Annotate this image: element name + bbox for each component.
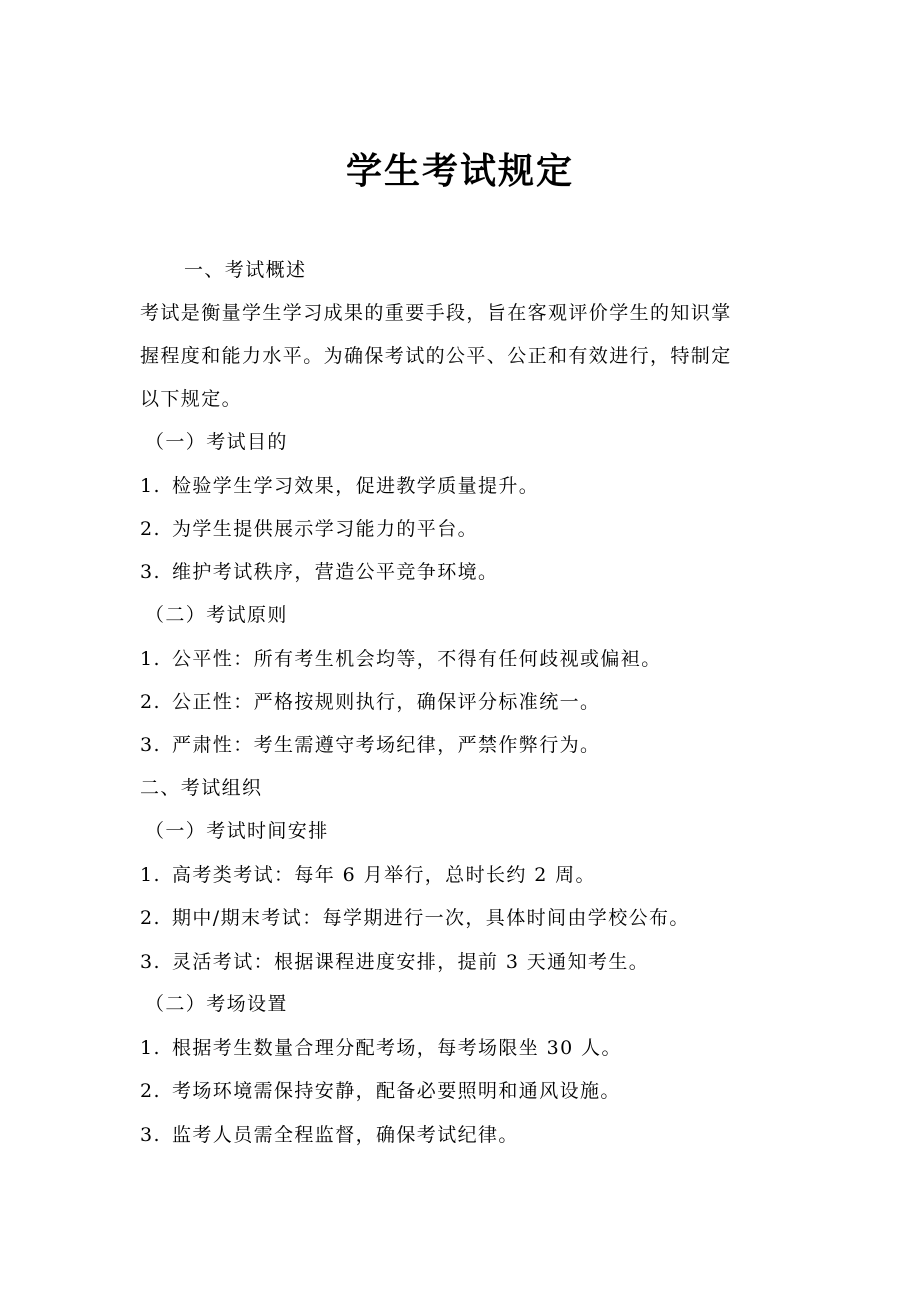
list-item-text: 维护考试秩序，营造公平竞争环境。 bbox=[172, 561, 499, 583]
list-item bbox=[140, 558, 780, 586]
list-item-number: 3. bbox=[140, 1124, 161, 1146]
list-item bbox=[140, 1034, 780, 1062]
intro-paragraph-line: 握程度和能力水平。为确保考试的公平、公正和有效进行，特制定 bbox=[140, 345, 732, 367]
list-item-text: 期中/期末考试：每学期进行一次，具体时间由学校公布。 bbox=[172, 907, 690, 929]
list-item-number: 1. bbox=[140, 864, 161, 886]
list-item bbox=[140, 472, 780, 500]
list-item bbox=[140, 1077, 780, 1105]
list-item-number: 2. bbox=[140, 691, 161, 713]
list-item-text: 根据考生数量合理分配考场，每考场限坐 30 人。 bbox=[172, 1037, 622, 1059]
list-item-text: 监考人员需全程监督，确保考试纪律。 bbox=[172, 1124, 519, 1146]
page-title: 学生考试规定 bbox=[345, 151, 574, 192]
list-item-number: 1. bbox=[140, 475, 161, 497]
intro-paragraph-line: 以下规定。 bbox=[140, 388, 243, 410]
list-item-text: 高考类考试：每年 6 月举行，总时长约 2 周。 bbox=[172, 864, 596, 886]
list-item-number: 3. bbox=[140, 734, 161, 756]
list-item-text: 考场环境需保持安静，配备必要照明和通风设施。 bbox=[172, 1080, 621, 1102]
list-item-number: 3. bbox=[140, 561, 161, 583]
list-item-number: 1. bbox=[140, 648, 161, 670]
list-item-text: 灵活考试：根据课程进度安排，提前 3 天通知考生。 bbox=[172, 951, 650, 973]
subsection-heading-schedule: （一）考试时间安排 bbox=[145, 820, 329, 842]
list-item-text: 检验学生学习效果，促进教学质量提升。 bbox=[172, 475, 540, 497]
list-item-number: 2. bbox=[140, 907, 161, 929]
subsection-heading-venue: （二）考场设置 bbox=[145, 993, 288, 1015]
list-item bbox=[140, 861, 780, 889]
list-item-number: 1. bbox=[140, 1037, 161, 1059]
list-item bbox=[140, 904, 780, 932]
list-item bbox=[140, 645, 780, 673]
subsection-heading-principles: （二）考试原则 bbox=[145, 604, 288, 626]
list-item bbox=[140, 515, 780, 543]
subsection-heading-purpose: （一）考试目的 bbox=[145, 431, 288, 453]
list-item-number: 3. bbox=[140, 951, 161, 973]
list-item-text: 公平性：所有考生机会均等，不得有任何歧视或偏袒。 bbox=[172, 648, 662, 670]
list-item bbox=[140, 948, 780, 976]
list-item bbox=[140, 731, 780, 759]
list-item-number: 2. bbox=[140, 518, 161, 540]
list-item bbox=[140, 1121, 780, 1149]
list-item-number: 2. bbox=[140, 1080, 161, 1102]
list-item-text: 为学生提供展示学习能力的平台。 bbox=[172, 518, 479, 540]
list-item-text: 公正性：严格按规则执行，确保评分标准统一。 bbox=[172, 691, 601, 713]
list-item bbox=[140, 688, 780, 716]
section-heading-organization: 二、考试组织 bbox=[140, 777, 263, 799]
list-item-text: 严肃性：考生需遵守考场纪律，严禁作弊行为。 bbox=[172, 734, 601, 756]
section-heading-overview: 一、考试概述 bbox=[184, 259, 307, 281]
intro-paragraph-line: 考试是衡量学生学习成果的重要手段，旨在客观评价学生的知识掌 bbox=[140, 302, 732, 324]
